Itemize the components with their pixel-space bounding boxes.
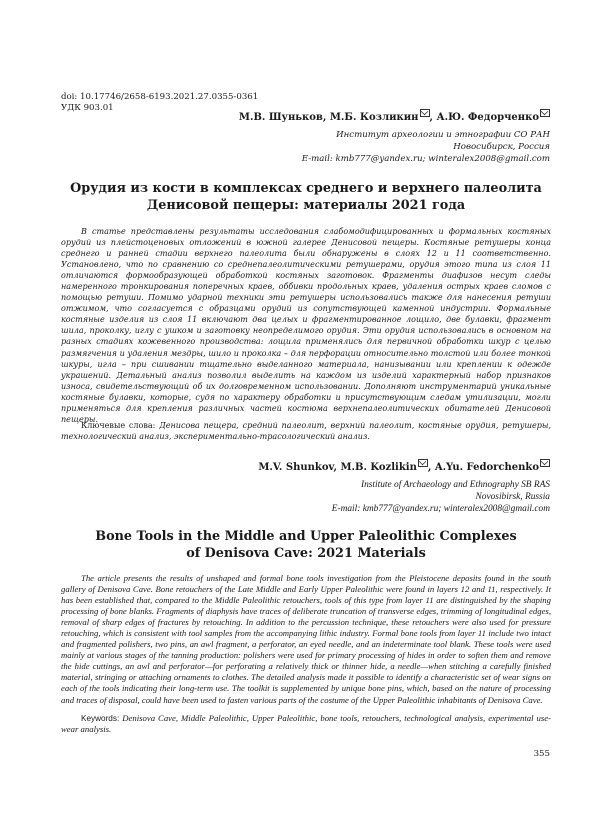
en-affiliation-email: E-mail: kmb777@yandex.ru; winteralex2008@gmail.com [331, 504, 550, 514]
envelope-icon [540, 459, 550, 467]
ru-affiliation-email: E-mail: kmb777@yandex.ru; winteralex2008@gmail.com [301, 154, 550, 164]
ru-author-3: А.Ю. Федорченко [436, 112, 539, 123]
ru-abstract [61, 226, 551, 425]
en-abstract [61, 573, 551, 706]
en-title-line-2: of Denisova Cave: 2021 Materials [186, 545, 426, 561]
en-author-2: M.B. Kozlikin [340, 462, 417, 473]
en-author-3: A.Yu. Fedorchenko [434, 462, 539, 473]
doi: doi: 10.17746/2658-6193.2021.27.0355-0361 [61, 92, 259, 102]
page-number: 355 [533, 749, 550, 759]
ru-keywords [61, 420, 551, 442]
envelope-icon [418, 459, 428, 467]
en-keywords [61, 713, 551, 735]
en-title-line-1: Bone Tools in the Middle and Upper Paleolithic Complexes [95, 529, 517, 544]
ru-affiliation-city: Новосибирск, Россия [453, 142, 550, 152]
udk-code: УДК 903.01 [61, 103, 114, 113]
ru-author-2: М.Б. Козликин [329, 112, 419, 123]
en-abstract-text: The article presents the results of unshaped and formal bone tools investigation from the Pleistocene deposits found in the south gallery of Denisova Cave. Bone retouchers of the Late Middle and Early Upper Paleolithic were found in layers 12 and 11, respectively. It has been established that, compared to the Middle Paleolithic retouchers, tools of this type from layer 11 are distinguished by the shaping processing of bone blanks. Fragments of diaphysis have traces of deliberate truncation of transverse edges, trimming of longitudinal edges, removal of sharp edges of fractures by retouching. In addition to the percussion technique, these retouchers were also used for pressure retouching, which is consistent with tool samples from the accompanying lithic industry. Formal bone tools from layer 11 include two intact and fragmented polishers, two pins, an awl fragment, a perforator, an eyed needle, and an indeterminate tool blank. These tools were used mainly at various stages of the tanning production: polishers were used for primary processing of hides in order to soften them and remove the hide cuttings, an awl and perforator—for perforating a relatively thick or thinner hide, a needle—when stitching a carefully finished material, stringing or attaching ornaments to clothes. The detailed analysis made it possible to identify a characteristic set of wear signs on each of the tools indicating their long-term use. The toolkit is supplemented by unique bone pins, which, based on the nature of processing and traces of disposal, could have been used to fasten various parts of the costume of the Upper Paleolithic inhabitants of Denisova Cave. [61, 573, 551, 705]
ru-keywords-label: Ключевые слова: [81, 421, 156, 430]
en-authors: M.V. Shunkov, M.B. Kozlikin , A.Yu. Fedorchenko [258, 462, 550, 473]
ru-abstract-text: В статье представлены результаты исследования слабомодифицированных и формальных костяных орудий из плейстоценовых отложений в южной галерее Денисовой пещеры. Костяные ретушеры конца среднего и ранней стадии верхнего палеолита были обнаружены в слоях 12 и 11 соответственно. Установлено, что по сравнению со среднепалеолитическими ретушерами, орудия этого типа из слоя 11 отличаются формообразующей обработкой костяных заготовок. Фрагменты диафизов несут следы намеренного тронкирования поперечных краев, оббивки продольных краев, удаления острых краев сломов с помощью ретуши. Помимо ударной техники эти ретушеры использовались также для нанесения ретуши отжимом, что согласуется с образцами орудий из сопутствующей каменной индустрии. Формальные костяные изделия из слоя 11 включают два целых и фрагментированное лощило, две булавки, фрагмент шила, проколку, иглу с ушком и заготовку неопределимого орудия. Эти орудия использовались в основном на разных стадиях кожевенного производства: лощила применялись для первичной обработки шкур с целью размягчения и удаления мездры, шило и проколка – для перфорации относительно толстой или более тонкой шкуры, игла – при сшивании тщательно выделанного материала, нанизывании или креплении к одежде украшений. Детальный анализ позволил выделить на каждом из изделий характерный набор признаков износа, свидетельствующий об их долговременном использовании. Дополняют инструментарий уникальные костяные булавки, которые, судя по характеру обработки и присутствующим следам утилизации, могли применяться для крепления различных частей костюма верхнепалеолитических обитателей Денисовой пещеры. [61, 227, 551, 424]
en-author-1: M.V. Shunkov [258, 462, 334, 473]
en-keywords-value: Denisova Cave, Middle Paleolithic, Upper Paleolithic, bone tools, retouchers, technological analysis, experimental use-wear analysis. [61, 713, 552, 735]
ru-keywords-value: Денисова пещера, средний палеолит, верхний палеолит, костяные орудия, ретушеры, технологический анализ, экспериментально-трасологический анализ. [61, 421, 552, 442]
ru-affiliation-institute: Институт археологии и этнографии СО РАН [336, 130, 550, 140]
ru-author-1: М.В. Шуньков [238, 112, 323, 123]
ru-title-line-1: Орудия из кости в комплексах среднего и верхнего палеолита [70, 181, 542, 196]
envelope-icon [420, 109, 430, 117]
envelope-icon [540, 109, 550, 117]
en-keywords-label: Keywords: [81, 714, 120, 723]
ru-authors: М.В. Шуньков, М.Б. Козликин , А.Ю. Федорченко [239, 112, 550, 123]
en-title [61, 529, 551, 562]
en-affiliation-city: Novosibirsk, Russia [475, 492, 550, 502]
en-affiliation-institute: Institute of Archaeology and Ethnography SB RAS [360, 480, 550, 490]
ru-title-line-2: Денисовой пещеры: материалы 2021 года [146, 197, 466, 213]
ru-title [61, 181, 551, 214]
